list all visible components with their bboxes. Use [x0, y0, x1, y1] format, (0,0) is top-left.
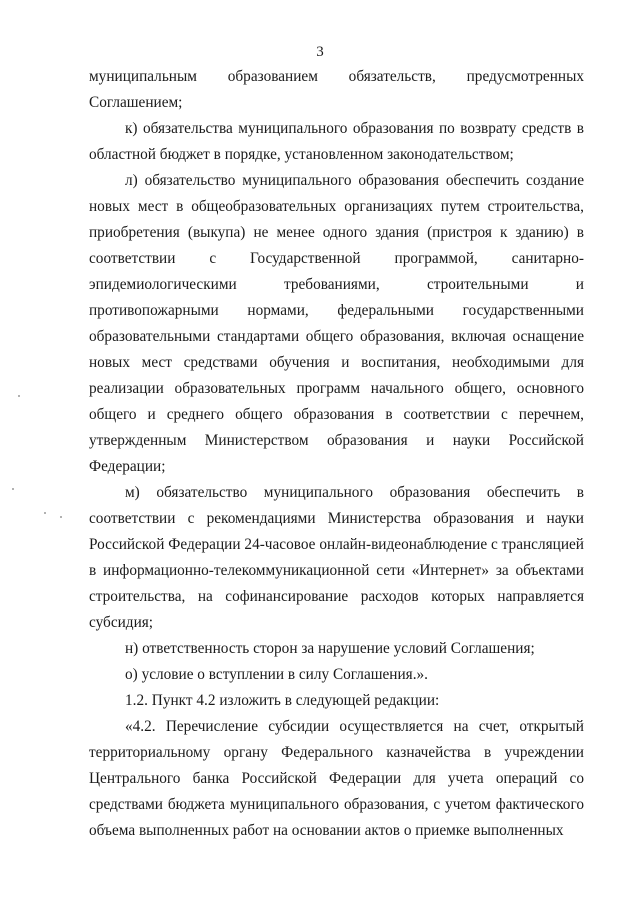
- paragraph-continuation: муниципальным образованием обязательств, предусмотренных Соглашением;: [89, 68, 584, 111]
- scan-artifact: [44, 512, 46, 514]
- paragraph-k: к) обязательства муниципального образования по возврату средств в областной бюджет в порядке, установленном законодательством;: [89, 120, 584, 163]
- scan-artifact: [60, 516, 62, 518]
- paragraph-n: н) ответственность сторон за нарушение условий Соглашения;: [125, 640, 535, 657]
- document-body: [89, 64, 584, 844]
- paragraph-o: о) условие о вступлении в силу Соглашения.».: [125, 666, 429, 683]
- paragraph-m: м) обязательство муниципального образования обеспечить в соответствии с рекомендациями Министерства образования и науки Российской Федерации 24-часовое онлайн-видеонаблюдение с трансляцией в информационно-телекоммуникационной сети «Интернет» за объектами строительства, на софинансирование расходов которых направляется субсидия;: [89, 484, 584, 631]
- scan-artifact: [12, 488, 14, 490]
- paragraph-4-2: «4.2. Перечисление субсидии осуществляется на счет, открытый территориальному органу Федерального казначейства в учреждении Центрального банка Российской Федерации для учета операций со средствами бюджета муниципального образования, с учетом фактического объема выполненных работ на основании актов о приемке выполненных: [89, 718, 584, 839]
- page-number: 3: [316, 44, 324, 60]
- paragraph-1-2: 1.2. Пункт 4.2 изложить в следующей редакции:: [125, 692, 440, 709]
- scan-artifact: [18, 395, 20, 397]
- paragraph-l: л) обязательство муниципального образования обеспечить создание новых мест в общеобразовательных организациях путем строительства, приобретения (выкупа) не менее одного здания (пристроя к зданию) в соответствии с Государственной программой, санитарно-эпидемиологическими требованиями, строительными и противопожарными нормами, федеральными государственными образовательными стандартами общего образования, включая оснащение новых мест средствами обучения и воспитания, необходимыми для реализации образовательных программ начального общего, основного общего и среднего общего образования в соответствии с перечнем, утвержденным Министерством образования и науки Российской Федерации;: [89, 172, 584, 475]
